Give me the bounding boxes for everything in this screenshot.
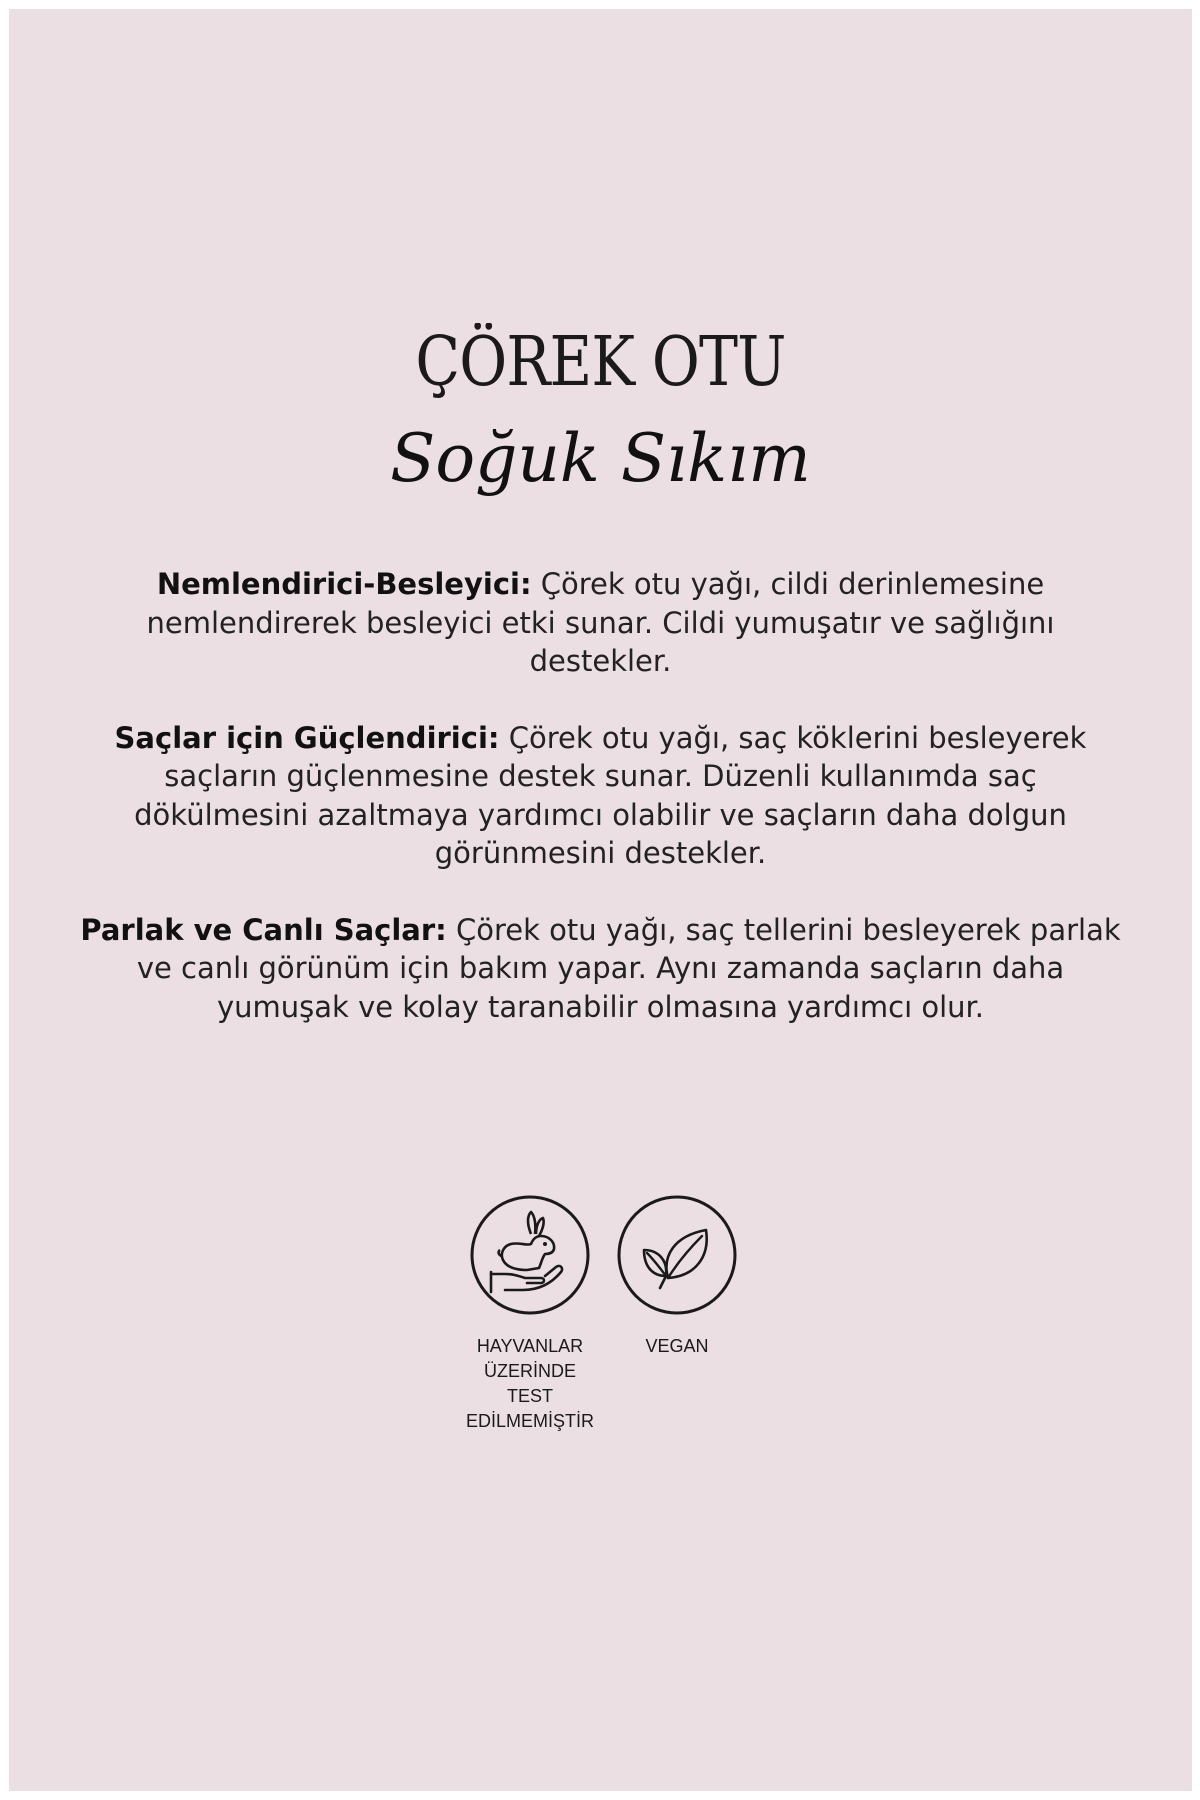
badge-row — [9, 1194, 1192, 1431]
paragraph-heading: Nemlendirici-Besleyici: — [156, 567, 532, 601]
rabbit-hand-icon — [469, 1194, 591, 1316]
product-info-panel — [9, 9, 1192, 1791]
paragraph-text: Çörek otu yağı, saç tellerini besleyerek parlak ve canlı görünüm için bakım yapar. Aynı zamanda saçların daha yumuşak ve kolay taranabilir olmasına yardımcı olur. — [136, 912, 1121, 1024]
badge-label: HAYVANLAR ÜZERİNDE TEST EDİLMEMİŞTİR — [465, 1336, 594, 1431]
paragraph-heading: Parlak ve Canlı Saçlar: — [80, 912, 447, 947]
paragraph-heading: Saçlar için Güçlendirici: — [114, 720, 500, 755]
description-block — [79, 565, 1122, 1064]
paragraph-text: Çörek otu yağı, cildi derinlemesine nemlendirerek besleyici etki sunar. Cildi yumuşatır ve sağlığını destekler. — [146, 567, 1055, 678]
page-subtitle: Soğuk Sıkım — [390, 420, 811, 497]
leaf-icon — [616, 1194, 738, 1316]
badge-label: VEGAN — [645, 1336, 709, 1356]
page-title: ÇÖREK OTU — [415, 323, 786, 402]
description-paragraph — [79, 911, 1122, 1027]
cruelty-free-badge — [460, 1194, 600, 1434]
paragraph-text: Çörek otu yağı, saç köklerini besleyerek saçların güçlenmesine destek sunar. Düzenli kullanımda saç dökülmesini azaltmaya yardımcı olabilir ve saçların daha dolgun görünmesini destekler. — [134, 720, 1087, 870]
description-paragraph — [79, 719, 1122, 873]
vegan-badge — [607, 1194, 747, 1359]
description-paragraph — [79, 565, 1122, 681]
